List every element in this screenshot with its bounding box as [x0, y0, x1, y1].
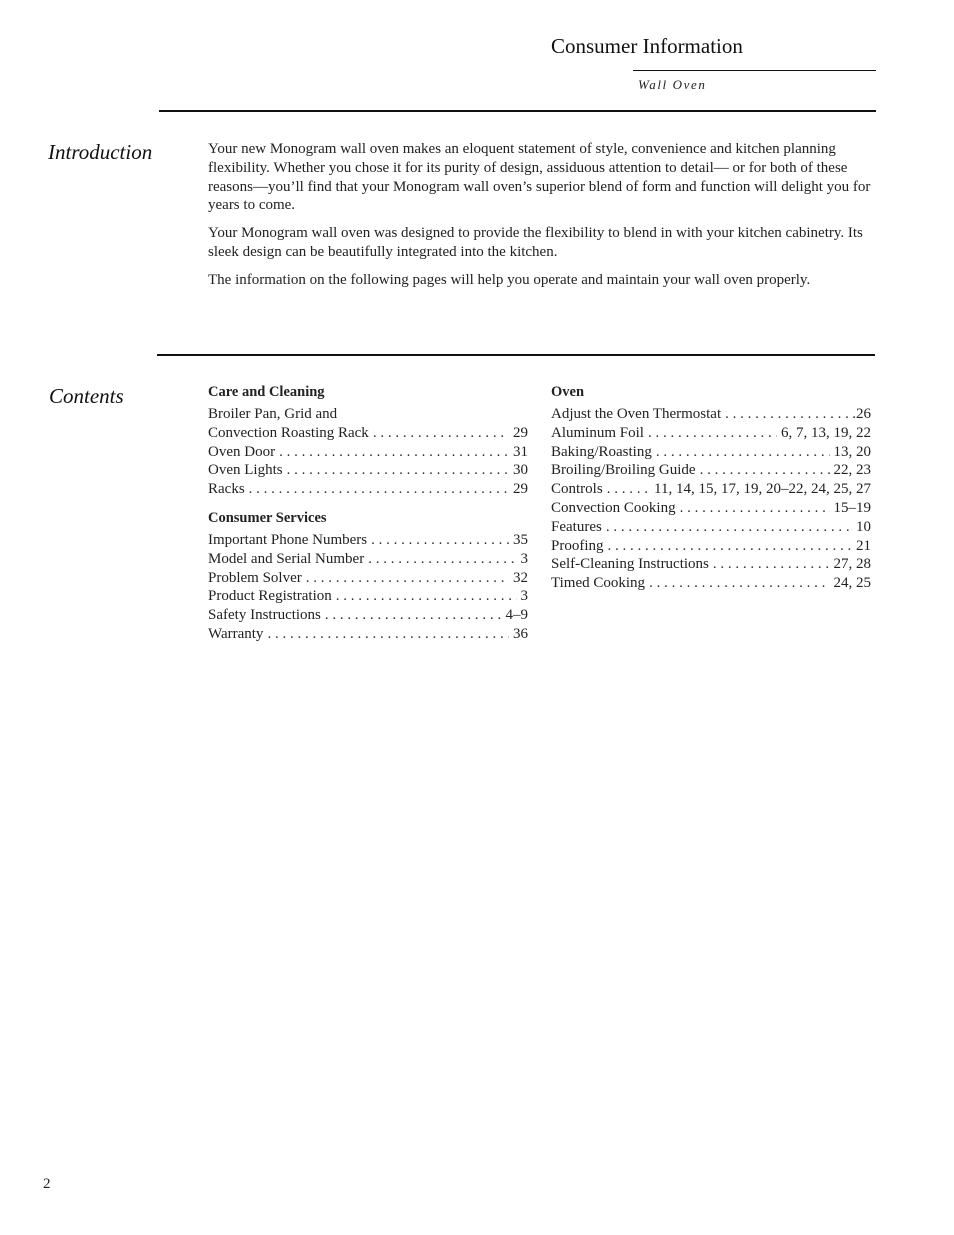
- toc-entry-page: 32: [513, 569, 528, 586]
- toc-group-title: Oven: [551, 384, 585, 400]
- toc-entry: [551, 461, 871, 480]
- toc-column-right: [551, 383, 871, 603]
- introduction-heading: Introduction: [48, 140, 153, 164]
- toc-entry-label: Controls: [551, 481, 603, 498]
- toc-entry-page: 15–19: [833, 499, 871, 516]
- toc-entry-page: 21: [856, 537, 871, 554]
- toc-group-title: Care and Cleaning: [208, 384, 325, 400]
- toc-entry-label: Product Registration: [208, 588, 332, 605]
- toc-entry-page: 10: [856, 518, 871, 535]
- toc-entry: [208, 480, 528, 499]
- toc-entry-label: Convection Cooking: [551, 499, 676, 516]
- toc-leader-dots: [249, 480, 509, 499]
- toc-entry-page: 31: [513, 443, 528, 460]
- toc-entry-continued: Broiler Pan, Grid and: [208, 406, 338, 422]
- toc-leader-dots: [608, 537, 853, 556]
- toc-entry-label: Important Phone Numbers: [208, 531, 368, 548]
- toc-entry-page: 27, 28: [833, 556, 871, 573]
- toc-entry-label: Problem Solver: [208, 569, 302, 586]
- header-divider: [633, 70, 876, 71]
- toc-entry-page: 3: [520, 550, 528, 567]
- toc-leader-dots: [713, 555, 830, 574]
- toc-entry-page: 6, 7, 13, 19, 22: [781, 424, 871, 441]
- toc-entry: [208, 531, 528, 550]
- toc-entry-page: 36: [513, 625, 528, 642]
- toc-entry-label: Adjust the Oven Thermostat: [551, 406, 722, 422]
- toc-entry-page: 30: [513, 462, 528, 479]
- toc-entry-page: 35: [513, 531, 528, 548]
- toc-group-title: Consumer Services: [208, 509, 327, 526]
- section-divider-contents: [157, 354, 875, 356]
- toc-entry: [551, 405, 871, 424]
- toc-entry: [208, 461, 528, 480]
- toc-leader-dots: [368, 550, 516, 569]
- toc-group-care-and-cleaning: [208, 383, 528, 499]
- toc-entry-label: Convection Roasting Rack: [208, 424, 369, 441]
- toc-entry-page: 11, 14, 15, 17, 19, 20–22, 24, 25, 27: [654, 481, 871, 498]
- toc-entry: [551, 555, 871, 574]
- toc-entry-label: Timed Cooking: [551, 575, 646, 592]
- page-number: 2: [43, 1176, 51, 1192]
- toc-entry-label: Aluminum Foil: [551, 424, 644, 441]
- toc-leader-dots: [656, 443, 830, 462]
- toc-leader-dots: [287, 461, 509, 480]
- toc-entry-page: 29: [513, 481, 528, 498]
- toc-entry-page: .26: [852, 406, 871, 422]
- page-header-subtitle: Wall Oven: [638, 77, 707, 92]
- toc-entry-label: Oven Lights: [208, 462, 283, 479]
- toc-entry: [208, 550, 528, 569]
- toc-leader-dots: [648, 424, 777, 443]
- toc-entry: [551, 574, 871, 593]
- toc-entry-label: Baking/Roasting: [551, 443, 652, 460]
- toc-group-consumer-services: [208, 509, 528, 644]
- toc-leader-dots: [325, 606, 502, 625]
- toc-entry-label: Warranty: [208, 625, 264, 642]
- toc-leader-dots: [680, 499, 830, 518]
- toc-entry: [551, 518, 871, 537]
- contents-heading: Contents: [49, 384, 124, 408]
- intro-paragraph: The information on the following pages will help you operate and maintain your wall oven properly.: [208, 271, 811, 288]
- toc-entry: [208, 625, 528, 644]
- toc-entry: [208, 443, 528, 462]
- toc-entry-page: 13, 20: [833, 443, 871, 460]
- toc-leader-dots: [725, 405, 848, 424]
- toc-leader-dots: [606, 518, 852, 537]
- toc-entry: [551, 424, 871, 443]
- toc-entry: [208, 424, 528, 443]
- toc-leader-dots: [267, 625, 509, 644]
- toc-leader-dots: [371, 531, 509, 550]
- toc-entry: [551, 499, 871, 518]
- toc-entry-label: Broiling/Broiling Guide: [551, 462, 696, 479]
- toc-entry-label: Self-Cleaning Instructions: [551, 556, 709, 573]
- section-divider-top: [159, 110, 876, 112]
- toc-leader-dots: [306, 569, 509, 588]
- introduction-body: [208, 140, 876, 299]
- toc-leader-dots: [279, 443, 509, 462]
- toc-entry: [551, 480, 871, 499]
- toc-entry-label: Racks: [208, 481, 245, 498]
- toc-leader-dots: [607, 480, 650, 499]
- toc-group-oven: [551, 383, 871, 593]
- toc-leader-dots: [336, 587, 517, 606]
- toc-entry-page: 29: [513, 424, 528, 441]
- toc-column-left: [208, 383, 528, 654]
- toc-leader-dots: [373, 424, 509, 443]
- intro-paragraph: Your Monogram wall oven was designed to provide the flexibility to blend in with your kitchen cabinetry. Its sleek design can be beautifully integrated into the kitchen.: [208, 225, 863, 260]
- toc-entry: [551, 443, 871, 462]
- toc-entry: [208, 587, 528, 606]
- page-header-title: Consumer Information: [551, 34, 743, 58]
- toc-entry: [551, 537, 871, 556]
- toc-entry-page: 22, 23: [833, 462, 871, 479]
- toc-entry-label: Features: [551, 518, 602, 535]
- toc-entry-label: Oven Door: [208, 443, 276, 460]
- toc-entry: [208, 569, 528, 588]
- toc-entry: [208, 606, 528, 625]
- intro-paragraph: Your new Monogram wall oven makes an eloquent statement of style, convenience and kitchen planning flexibility. Whether you chose it for its purity of design, assiduous attention to detail— or for both of these reasons—you’ll find that your Monogram wall oven’s superior blend of form and function will delight you for years to come.: [208, 141, 871, 214]
- toc-leader-dots: [649, 574, 829, 593]
- toc-entry-label: Safety Instructions: [208, 607, 321, 624]
- toc-entry-label: Model and Serial Number: [208, 550, 365, 567]
- toc-leader-dots: [700, 461, 830, 480]
- toc-entry-page: 24, 25: [833, 575, 871, 592]
- toc-entry-label: Proofing: [551, 537, 604, 554]
- toc-entry-page: 4–9: [505, 607, 528, 624]
- toc-entry-page: 3: [520, 588, 528, 605]
